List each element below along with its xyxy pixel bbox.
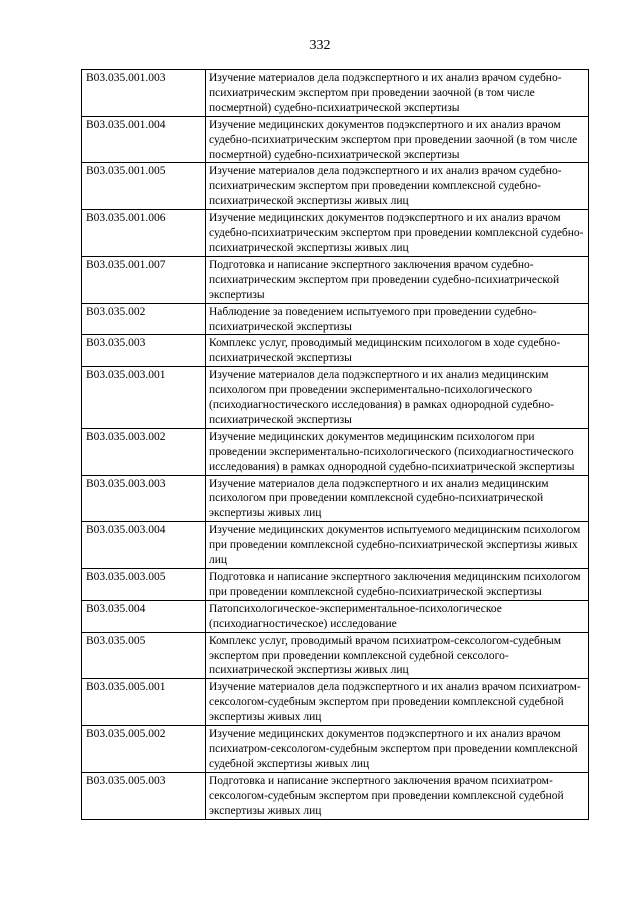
- table-row: [82, 679, 589, 726]
- service-code: B03.035.005.002: [82, 726, 206, 773]
- table-row: [82, 772, 589, 819]
- service-code: B03.035.003.003: [82, 475, 206, 522]
- service-description: Изучение материалов дела подэкспертного и их анализ врачом судебно-психиатрическим экспертом при проведении комплексной судебно-психиатрической экспертизы живых лиц: [206, 163, 589, 210]
- service-description: Комплекс услуг, проводимый медицинским психологом в ходе судебно-психиатрической экспертизы: [206, 335, 589, 367]
- service-code: B03.035.003.001: [82, 367, 206, 429]
- service-description: Изучение медицинских документов подэкспертного и их анализ врачом психиатром-сексологом-судебным экспертом при проведении комплексной судебной экспертизы живых лиц: [206, 726, 589, 773]
- service-code: B03.035.003.004: [82, 522, 206, 569]
- table-row: [82, 475, 589, 522]
- service-description: Подготовка и написание экспертного заключения медицинским психологом при проведении комплексной судебно-психиатрической экспертизы: [206, 569, 589, 601]
- table-row: [82, 726, 589, 773]
- services-table-body: [82, 70, 589, 820]
- service-description: Подготовка и написание экспертного заключения врачом психиатром-сексологом-судебным экспертом при проведении комплексной судебной экспертизы живых лиц: [206, 772, 589, 819]
- service-code: B03.035.005.003: [82, 772, 206, 819]
- table-row: [82, 428, 589, 475]
- service-code: B03.035.001.004: [82, 116, 206, 163]
- table-row: [82, 569, 589, 601]
- service-code: B03.035.001.003: [82, 70, 206, 117]
- table-row: [82, 256, 589, 303]
- service-description: Наблюдение за поведением испытуемого при проведении судебно-психиатрической экспертизы: [206, 303, 589, 335]
- service-description: Изучение материалов дела подэкспертного и их анализ медицинским психологом при проведении комплексной судебно-психиатрической экспертизы живых лиц: [206, 475, 589, 522]
- service-description: Подготовка и написание экспертного заключения врачом судебно-психиатрическим экспертом при проведении судебно-психиатрической экспертизы: [206, 256, 589, 303]
- service-code: B03.035.005.001: [82, 679, 206, 726]
- table-row: [82, 522, 589, 569]
- service-code: B03.035.002: [82, 303, 206, 335]
- service-code: B03.035.003.002: [82, 428, 206, 475]
- service-code: B03.035.001.007: [82, 256, 206, 303]
- service-description: Комплекс услуг, проводимый врачом психиатром-сексологом-судебным экспертом при проведении комплексной судебной сексолого-психиатрической экспертизы живых лиц: [206, 632, 589, 679]
- service-description: Изучение материалов дела подэкспертного и их анализ медицинским психологом при проведении экспериментально-психологического (психодиагностического исследования) в рамках однородной судебно-психиатрической экспертизы: [206, 367, 589, 429]
- table-row: [82, 303, 589, 335]
- table-row: [82, 70, 589, 117]
- service-description: Изучение материалов дела подэкспертного и их анализ врачом судебно-психиатрическим экспертом при проведении заочной (в том числе посмертной) судебно-психиатрической экспертизы: [206, 70, 589, 117]
- service-code: B03.035.004: [82, 600, 206, 632]
- service-code: B03.035.001.006: [82, 210, 206, 257]
- service-description: Изучение медицинских документов испытуемого медицинским психологом при проведении комплексной судебно-психиатрической экспертизы живых лиц: [206, 522, 589, 569]
- table-row: [82, 335, 589, 367]
- service-description: Изучение медицинских документов подэкспертного и их анализ врачом судебно-психиатрическим экспертом при проведении комплексной судебно-психиатрической экспертизы живых лиц: [206, 210, 589, 257]
- service-description: Изучение медицинских документов медицинским психологом при проведении экспериментально-психологического (психодиагностического исследования) в рамках однородной судебно-психиатрической экспертизы: [206, 428, 589, 475]
- page-number: 332: [309, 38, 331, 53]
- service-description: Патопсихологическое-экспериментальное-психологическое (психодиагностическое) исследование: [206, 600, 589, 632]
- table-row: [82, 163, 589, 210]
- service-code: B03.035.005: [82, 632, 206, 679]
- table-row: [82, 632, 589, 679]
- service-code: B03.035.003: [82, 335, 206, 367]
- table-row: [82, 367, 589, 429]
- services-table: [81, 69, 589, 820]
- service-code: B03.035.003.005: [82, 569, 206, 601]
- table-row: [82, 116, 589, 163]
- service-description: Изучение медицинских документов подэкспертного и их анализ врачом судебно-психиатрическим экспертом при проведении заочной (в том числе посмертной) судебно-психиатрической экспертизы: [206, 116, 589, 163]
- table-row: [82, 210, 589, 257]
- table-row: [82, 600, 589, 632]
- service-description: Изучение материалов дела подэкспертного и их анализ врачом психиатром-сексологом-судебным экспертом при проведении комплексной судебной экспертизы живых лиц: [206, 679, 589, 726]
- service-code: B03.035.001.005: [82, 163, 206, 210]
